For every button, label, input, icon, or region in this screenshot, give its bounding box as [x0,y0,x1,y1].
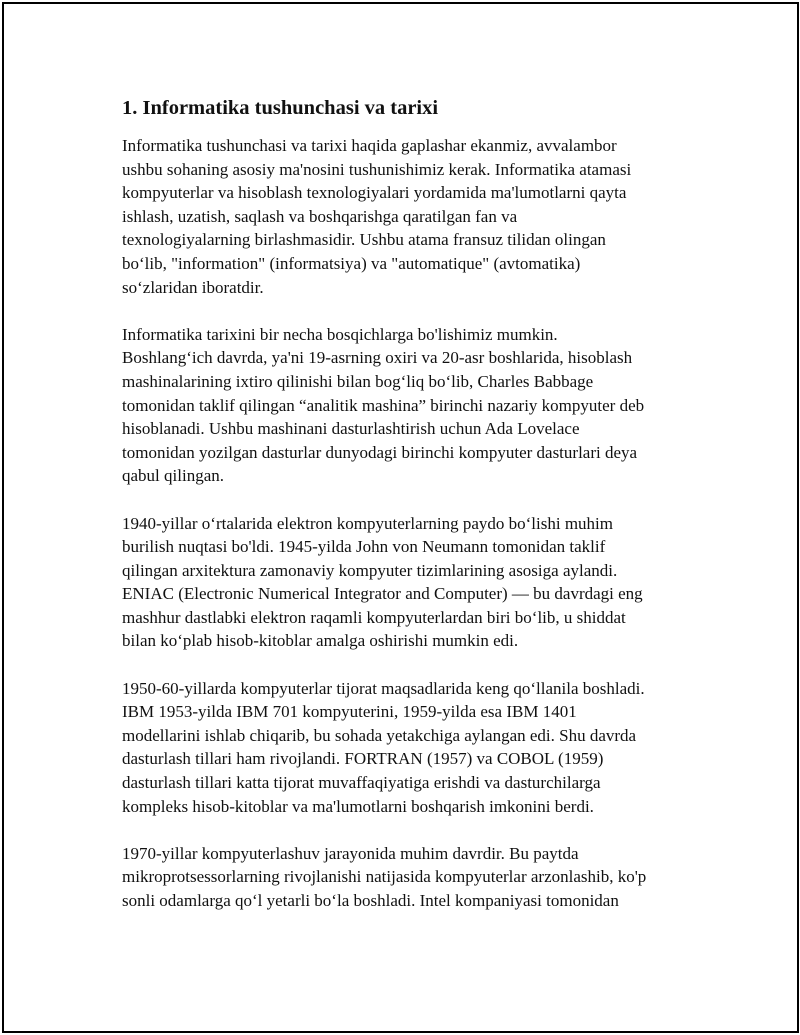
paragraph-1970s [122,842,702,913]
text-line: dasturlash tillari ham rivojlandi. FORTRAN (1957) va COBOL (1959) [122,749,604,769]
text-line: kompleks hisob-kitoblar va ma'lumotlarni boshqarish imkonini berdi. [122,796,594,816]
text-line: modellarini ishlab chiqarib, bu sohada yetakchiga aylangan edi. Shu davrda [122,725,637,745]
text-line: Informatika tarixini bir necha bosqichlarga bo'lishimiz mumkin. [122,324,558,344]
text-line: 1940-yillar o‘rtalarida elektron kompyuterlarning paydo bo‘lishi muhim [122,513,613,533]
text-line: sonli odamlarga qo‘l yetarli bo‘la boshladi. Intel kompaniyasi tomonidan [122,891,619,910]
text-line: ushbu sohaning asosiy ma'nosini tushunishimiz kerak. Informatika atamasi [122,159,632,179]
text-line: IBM 1953-yilda IBM 701 kompyuterini, 1959-yilda esa IBM 1401 [122,702,577,722]
text-line: bilan ko‘plab hisob-kitoblar amalga oshirishi mumkin edi. [122,631,519,651]
text-line: 1950-60-yillarda kompyuterlar tijorat maqsadlarida keng qo‘llanila boshladi. [122,678,645,698]
paragraph-early-history [122,323,702,488]
text-line: 1970-yillar kompyuterlashuv jarayonida muhim davrdir. Bu paytda [122,843,579,863]
text-line: ENIAC (Electronic Numerical Integrator and Computer) — bu davrdagi eng [122,584,643,604]
text-line: tomonidan taklif qilingan “analitik mashina” birinchi nazariy kompyuter deb [122,395,645,415]
text-line: texnologiyalarning birlashmasidir. Ushbu atama fransuz tilidan olingan [122,230,606,250]
text-line: qabul qilingan. [122,466,224,486]
paragraph-definition [122,134,702,299]
text-line: ishlash, uzatish, saqlash va boshqarishga qaratilgan fan va [122,206,518,226]
text-line: burilish nuqtasi bo'ldi. 1945-yilda John von Neumann tomonidan taklif [122,537,606,557]
text-line: dasturlash tillari katta tijorat muvaffaqiyatiga erishdi va dasturchilarga [122,773,601,793]
text-line: hisoblanadi. Ushbu mashinani dasturlashtirish uchun Ada Lovelace [122,419,580,439]
text-line: qilingan arxitektura zamonaviy kompyuter tizimlarining asosiga aylandi. [122,560,618,580]
text-line: so‘zlaridan iboratdir. [122,277,264,297]
text-line: kompyuterlar va hisoblash texnologiyalari yordamida ma'lumotlarni qayta [122,183,627,203]
text-line: Informatika tushunchasi va tarixi haqida gaplashar ekanmiz, avvalambor [122,136,617,155]
text-line: tomonidan yozilgan dasturlar dunyodagi birinchi kompyuter dasturlari deya [122,442,638,462]
text-line: bo‘lib, "information" (informatsiya) va "automatique" (avtomatika) [122,253,581,273]
text-line: Boshlang‘ich davrda, ya'ni 19-asrning oxiri va 20-asr boshlarida, hisoblash [122,348,633,368]
paragraph-1950s-60s [122,677,702,819]
page-frame [2,2,799,1033]
paragraph-1940s [122,512,702,654]
document-body [122,96,702,936]
text-line: mashinalarining ixtiro qilinishi bilan bog‘liq bo‘lib, Charles Babbage [122,371,594,391]
text-line: mashhur dastlabki elektron raqamli kompyuterlardan biri bo‘lib, u shiddat [122,607,626,627]
section-heading: 1. Informatika tushunchasi va tarixi [122,97,439,119]
text-line: mikroprotsessorlarning rivojlanishi natijasida kompyuterlar arzonlashib, ko'p [122,867,647,887]
